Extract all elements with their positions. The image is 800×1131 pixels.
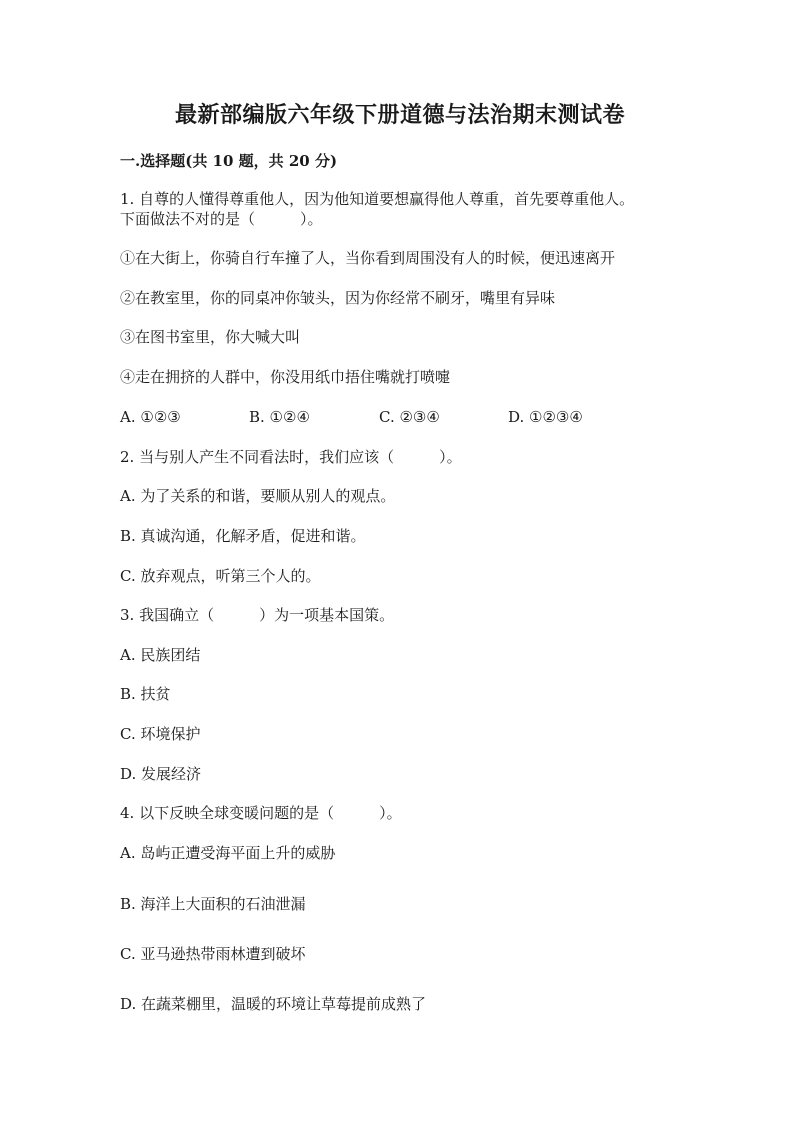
question-2-option-a: A. 为了关系的和谐，要顺从别人的观点。 xyxy=(120,487,396,505)
question-1-statement-2: ②在教室里，你的同桌冲你皱头，因为你经常不刷牙，嘴里有异味 xyxy=(120,289,556,307)
question-1-option-a: A. ①②③ xyxy=(120,408,181,426)
question-3-stem: 3. 我国确立（ ）为一项基本国策。 xyxy=(120,606,395,624)
question-4-stem: 4. 以下反映全球变暖问题的是（ ）。 xyxy=(120,804,402,822)
question-1-statement-4: ④走在拥挤的人群中，你没用纸巾捂住嘴就打喷嚏 xyxy=(120,368,451,386)
question-1-option-d: D. ①②③④ xyxy=(508,408,583,426)
question-2-option-b: B. 真诚沟通，化解矛盾，促进和谐。 xyxy=(120,527,366,545)
question-1-stem-line-1: 1. 自尊的人懂得尊重他人，因为他知道要想赢得他人尊重，首先要尊重他人。 xyxy=(120,190,635,208)
question-4-option-b: B. 海洋上大面积的石油泄漏 xyxy=(120,895,306,913)
question-1-stem-line-2: 下面做法不对的是（ ）。 xyxy=(120,210,323,228)
question-3-option-d: D. 发展经济 xyxy=(120,765,202,783)
question-4-option-d: D. 在蔬菜棚里，温暖的环境让草莓提前成熟了 xyxy=(120,995,427,1013)
question-3-option-c: C. 环境保护 xyxy=(120,725,201,743)
question-3-option-b: B. 扶贫 xyxy=(120,685,171,703)
question-4-option-a: A. 岛屿正遭受海平面上升的威胁 xyxy=(120,844,336,862)
question-1-option-c: C. ②③④ xyxy=(379,408,440,426)
question-1-statement-3: ③在图书室里，你大喊大叫 xyxy=(120,328,301,346)
section-heading: 一.选择题(共 10 题，共 20 分) xyxy=(120,152,338,170)
exam-title: 最新部编版六年级下册道德与法治期末测试卷 xyxy=(174,102,625,128)
question-2-stem: 2. 当与别人产生不同看法时，我们应该（ ）。 xyxy=(120,448,462,466)
question-2-option-c: C. 放弃观点，听第三个人的。 xyxy=(120,567,321,585)
question-1-statement-1: ①在大街上，你骑自行车撞了人，当你看到周围没有人的时候，便迅速离开 xyxy=(120,249,616,267)
question-4-option-c: C. 亚马逊热带雨林遭到破坏 xyxy=(120,945,306,963)
question-3-option-a: A. 民族团结 xyxy=(120,646,201,664)
question-1-option-b: B. ①②④ xyxy=(249,408,310,426)
